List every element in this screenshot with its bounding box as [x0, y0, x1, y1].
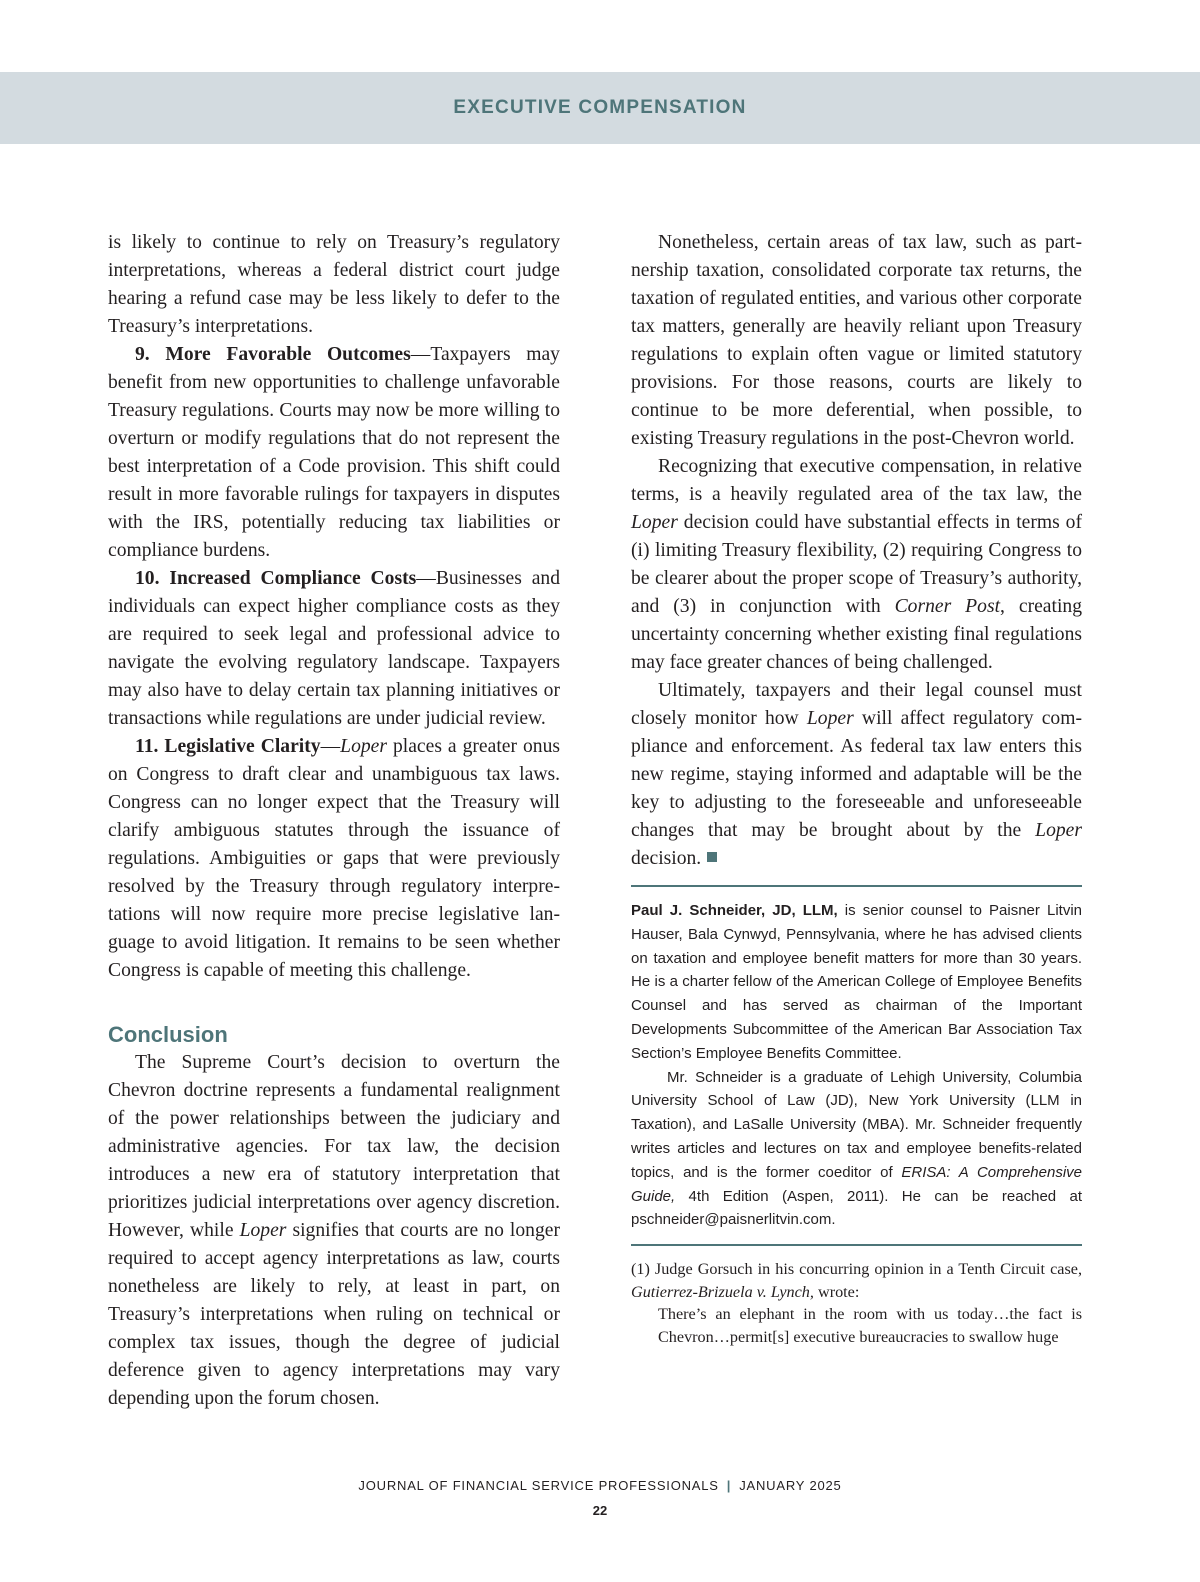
item-9-body: —Taxpayers may benefit from new opportunities to challenge unfavorable Treasury regulations. Courts may now be more willing to overturn or modify regulations that do not represent the best interpretation of a Code provision. This shift could result in more favorable rulings for taxpayers in disputes with the IRS, potentially reducing tax liabilities or compliance burdens. — [108, 344, 560, 561]
page-number: 22 — [592, 1503, 608, 1518]
right-p3-text-a: Ultimately, taxpayers and their legal counsel must closely monitor how — [631, 680, 1082, 729]
item-10-paragraph — [108, 565, 560, 733]
footnote-case-name: Gutierrez-Brizuela v. Lynch, — [631, 1282, 814, 1301]
item-11-paragraph — [108, 733, 560, 985]
bio-text-2a: Mr. Schneider is a graduate of Lehigh University, Columbia University School of Law (JD), New York University (LLM in Taxation), and LaSalle University (MBA). Mr. Schneider frequently writes articles and lectures on tax and employee benefits-related topics, and is the former coeditor of — [631, 1068, 1082, 1181]
footnote-intro — [631, 1258, 1082, 1303]
right-p2-text-b: decision could have substantial effects in terms of (i) limiting Treasury flexibility, (2) requiring Congress to be clearer about the proper scope of Treasury’s authority, and (3) in conjunction with — [631, 512, 1082, 617]
footnote-intro-a: (1) Judge Gorsuch in his concurring opinion in a Tenth Circuit case, — [631, 1260, 1082, 1279]
item-10-body: —Businesses and individuals can expect higher compliance costs as they are required to seek legal and professional advice to navigate the evolving regulatory landscape. Taxpayers may also have to delay certain tax planning initiatives or transactions while regulations are under judicial review. — [108, 568, 560, 729]
bio-text-2b: 4th Edition (Aspen, 2011). He can be reached at pschneider@paisnerlitvin.com. — [631, 1187, 1082, 1229]
right-p2-text-a: Recognizing that executive compensation, in relative terms, is a heavily regulated area of the tax law, the — [631, 456, 1082, 505]
conclusion-heading: Conclusion — [108, 1022, 228, 1047]
section-title: EXECUTIVE COMPENSATION — [453, 97, 747, 118]
footnote — [631, 1258, 1082, 1348]
right-paragraph-2 — [631, 453, 1082, 677]
footnote-top-rule — [631, 1244, 1082, 1246]
right-p3-loper-2: Loper — [1035, 820, 1082, 841]
right-paragraph-3 — [631, 677, 1082, 873]
footnote-quote: There’s an elephant in the room with us today…the fact is Chevron…permit[s] executive bureaucracies to swallow huge — [658, 1305, 1082, 1346]
right-p2-loper: Loper — [631, 512, 678, 533]
author-name: Paul J. Schneider, JD, LLM, — [631, 902, 838, 919]
footer-journal: JOURNAL OF FINANCIAL SERVICE PROFESSIONALS — [358, 1478, 719, 1493]
bio-text-1: is senior counsel to Paisner Litvin Hauser, Bala Cynwyd, Pennsylvania, where he has advised clients on taxation and employee benefit matters for more than 30 years. He is a charter fellow of the American College of Employee Benefits Counsel and has served as chairman of the Important Developments Subcommittee of the American Bar Association Tax Section’s Employee Benefits Committee. — [631, 902, 1082, 1062]
bio-paragraph-1 — [631, 899, 1082, 1066]
footnote-intro-b: wrote: — [813, 1282, 860, 1301]
right-p3-text-b: will affect regulatory compliance and enforcement. As federal tax law enters this new regime, staying informed and adaptable will be the key to adjusting to the foreseeable and unforeseeable changes that may be brought about by the — [631, 708, 1083, 841]
bio-book-title: ERISA: A Comprehensive Guide, — [631, 1163, 1082, 1205]
paragraph-continuation: is likely to continue to rely on Treasury’s regulatory interpretations, whereas a federal district court judge hearing a refund case may be less likely to defer to the Treasury’s interpretations. — [108, 232, 560, 337]
end-of-article-mark — [707, 852, 717, 862]
right-paragraph-1: Nonetheless, certain areas of tax law, such as partnership taxation, consolidated corporate tax returns, the taxation of regulated entities, and various other corporate tax matters, generally are heavily reliant upon Treasury regulations to explain often vague or limited statutory provisions. For those reasons, courts are likely to continue to be more deferential, when possible, to existing Treasury regulations in the post-Chevron world. — [631, 232, 1082, 449]
item-9-paragraph — [108, 341, 560, 565]
bio-top-rule — [631, 885, 1082, 887]
conclusion-paragraph — [108, 1049, 560, 1413]
author-bio — [631, 899, 1082, 1232]
right-p3-text-c: decision. — [631, 848, 702, 869]
item-11-dash: — — [320, 736, 341, 757]
item-11-body: places a greater onus on Congress to draft clear and unambiguous tax laws. Congress can no longer expect that the Treasury will clarify ambiguous statutes through the issuance of regulations. Ambiguities or gaps that were previously resolved by the Treasury through regulatory interpretations will now require more precise legislative language to avoid litigation. It remains to be seen whether Congress is capable of meeting this challenge. — [108, 736, 560, 981]
right-p3-loper: Loper — [806, 708, 854, 729]
right-p2-text-c: , creating uncertainty concerning whether existing final regulations may face greater chances of being challenged. — [631, 596, 1082, 673]
right-p2-corner-post: Corner Post — [894, 596, 1001, 617]
footer-separator: | — [726, 1478, 732, 1493]
item-11-title: 11. Legislative Clarity — [135, 736, 321, 757]
conclusion-text-b: signifies that courts are no longer required to accept agency interpretations as law, courts nonetheless are likely to rely, at least in part, on Treasury’s interpretations when ruling on technical or complex tax issues, though the degree of judicial deference given to agency interpretations may vary depending upon the forum chosen. — [108, 1220, 560, 1409]
footer-journal-line — [0, 1478, 1200, 1493]
right-column — [631, 229, 1082, 1348]
bio-paragraph-2 — [631, 1066, 1082, 1233]
section-banner — [0, 72, 1200, 144]
item-9-title: 9. More Favorable Outcomes — [135, 344, 411, 365]
conclusion-text-a: The Supreme Court’s decision to overturn the Chevron doctrine represents a fundamental realignment of the power relationships between the judiciary and administrative agencies. For tax law, the decision introduces a new era of statutory interpretation that prioritizes judicial interpretations over agency discretion. However, while — [108, 1052, 560, 1241]
conclusion-loper: Loper — [239, 1220, 287, 1241]
item-11-loper: Loper — [340, 736, 387, 757]
footer-date: JANUARY 2025 — [739, 1478, 842, 1493]
left-column — [108, 229, 560, 1413]
item-10-title: 10. Increased Compliance Costs — [135, 568, 417, 589]
